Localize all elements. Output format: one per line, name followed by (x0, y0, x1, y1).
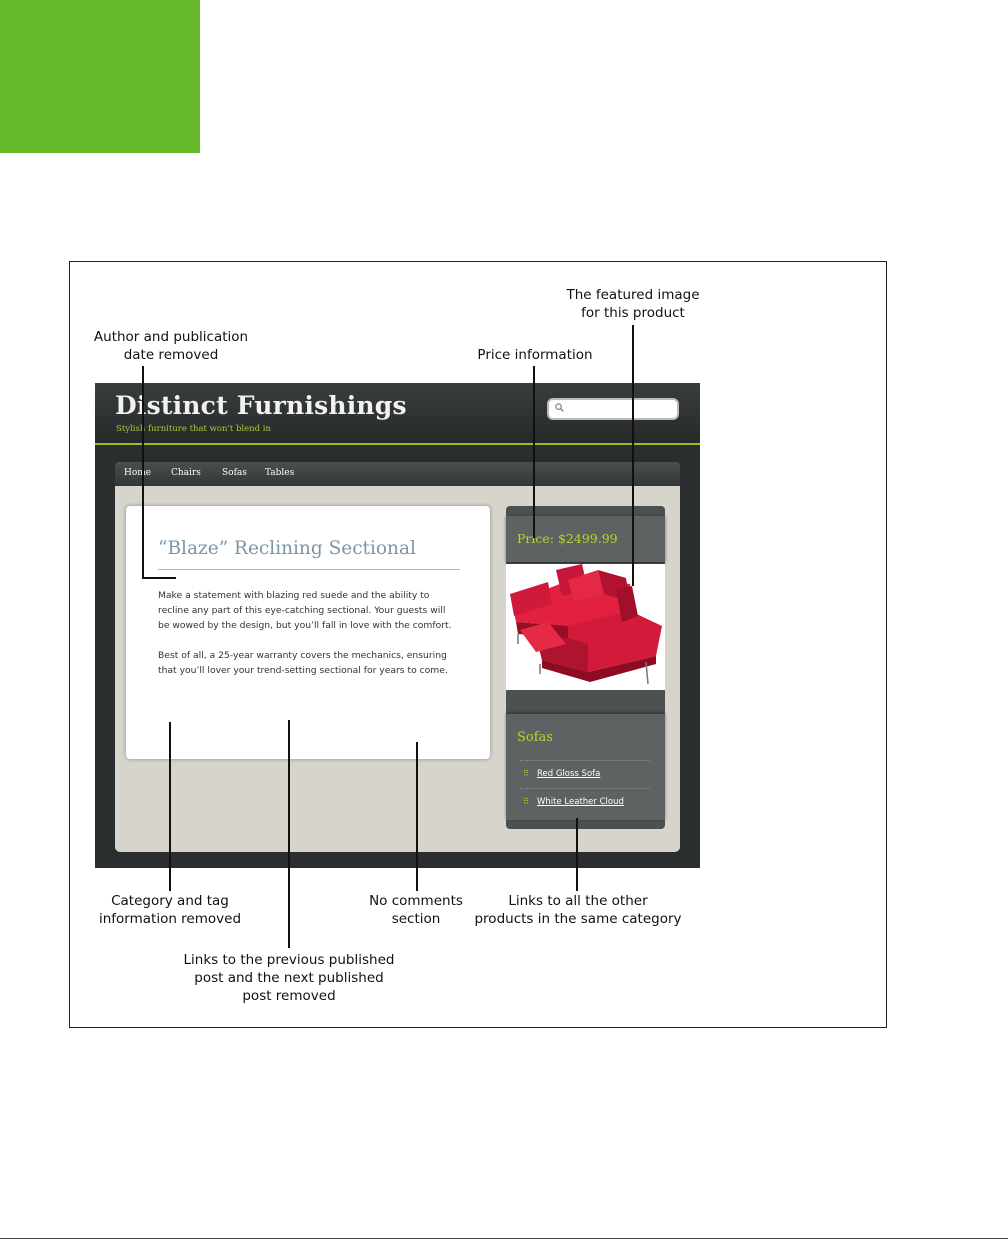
chapter-tab-block (0, 0, 200, 153)
site-header (95, 383, 700, 445)
red-sectional-sofa-image (506, 564, 665, 690)
main-nav (115, 462, 680, 486)
bullet-icon: ⠿ (523, 797, 529, 806)
category-heading: Sofas (517, 730, 553, 745)
site-tagline: Stylish furniture that won't blend in (116, 424, 271, 434)
search-input[interactable] (567, 402, 675, 418)
price-box (506, 516, 665, 562)
search-box[interactable] (547, 398, 679, 420)
bullet-icon: ⠿ (523, 769, 529, 778)
content-wrapper (115, 462, 680, 852)
category-widget (506, 714, 665, 820)
sofa-link-red-gloss[interactable]: Red Gloss Sofa (537, 769, 601, 779)
featured-image (506, 564, 665, 690)
post-title: “Blaze” Reclining Sectional (158, 538, 416, 559)
callout-other-products: Links to all the other products in the same category (474, 893, 682, 927)
callout-price: Price information (477, 347, 593, 363)
title-divider (158, 569, 460, 570)
divider (520, 788, 650, 789)
site-title[interactable]: Distinct Furnishings (115, 391, 407, 420)
sofa-link-white-leather[interactable]: White Leather Cloud (537, 797, 624, 807)
post-body (158, 588, 458, 693)
callout-featured-image: The featured image for this product (566, 287, 700, 321)
divider (520, 760, 650, 761)
search-icon (555, 403, 564, 412)
nav-tables[interactable]: Tables (265, 468, 295, 478)
nav-chairs[interactable]: Chairs (171, 468, 201, 478)
post-paragraph: Make a statement with blazing red suede and the ability to recline any part of this eye-catching sectional. Your guests will be wowed by the design, but you’ll fall in love with the comfort. (158, 590, 452, 631)
post-content (126, 506, 490, 759)
price-text: Price: $2499.99 (517, 531, 618, 546)
product-sidebar (506, 506, 665, 829)
page-bottom-rule (0, 1238, 1008, 1239)
callout-author: Author and publication date removed (93, 329, 249, 363)
post-paragraph: Best of all, a 25-year warranty covers the mechanics, ensuring that you’ll lover your trend-setting sectional for years to come. (158, 650, 448, 676)
callout-comments: No comments section (369, 893, 463, 927)
nav-sofas[interactable]: Sofas (222, 468, 247, 478)
callout-category: Category and tag information removed (98, 893, 242, 927)
callout-prev-next: Links to the previous published post and the next published post removed (183, 952, 395, 1004)
nav-home[interactable]: Home (124, 468, 152, 478)
website-screenshot (95, 383, 700, 868)
